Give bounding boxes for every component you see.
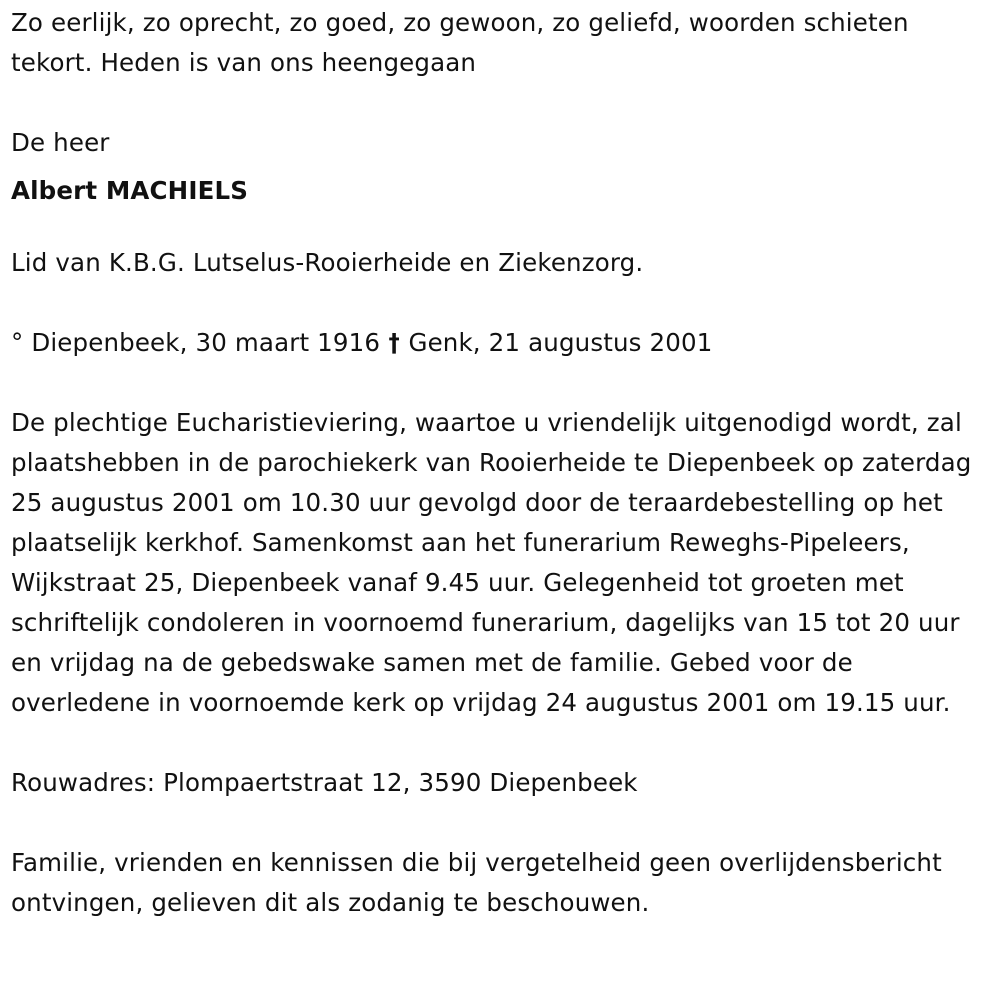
- salutation: De heer: [11, 128, 110, 157]
- death-info: Genk, 21 augustus 2001: [408, 328, 713, 357]
- deceased-name: Albert MACHIELS: [11, 176, 249, 205]
- closing-text: Familie, vrienden en kennissen die bij vergetelheid geen overlijdensbericht ontvingen, gelieven dit als zodanig te beschouwen.: [11, 848, 942, 917]
- cross-icon: †: [388, 328, 400, 357]
- ceremony-text: De plechtige Eucharistieviering, waartoe u vriendelijk uitgenodigd wordt, zal plaatshebben in de parochiekerk van Rooierheide te Diepenbeek op zaterdag 25 augustus 2001 om 10.30 uur gevolgd door de teraardebestelling op het plaatselijk kerkhof. Samenkomst aan het funerarium Reweghs-Pipeleers, Wijkstraat 25, Diepenbeek vanaf 9.45 uur. Gelegenheid tot groeten met schriftelijk condoleren in voornoemd funerarium, dagelijks van 15 tot 20 uur en vrijdag na de gebedswake samen met de familie. Gebed voor de overledene in voornoemde kerk op vrijdag 24 augustus 2001 om 19.15 uur.: [11, 408, 972, 717]
- mourning-address: Rouwadres: Plompaertstraat 12, 3590 Diepenbeek: [11, 768, 638, 797]
- death-notice: [11, 3, 991, 923]
- spacer: [11, 283, 991, 323]
- life-dates: [11, 323, 991, 363]
- membership-text: Lid van K.B.G. Lutselus-Rooierheide en Ziekenzorg.: [11, 248, 644, 277]
- spacer: [11, 723, 991, 763]
- spacer: [11, 83, 991, 123]
- spacer: [11, 803, 991, 843]
- intro-text: Zo eerlijk, zo oprecht, zo goed, zo gewoon, zo geliefd, woorden schieten tekort. Heden is van ons heengegaan: [11, 8, 909, 77]
- spacer: [11, 363, 991, 403]
- birth-info: ° Diepenbeek, 30 maart 1916: [11, 328, 381, 357]
